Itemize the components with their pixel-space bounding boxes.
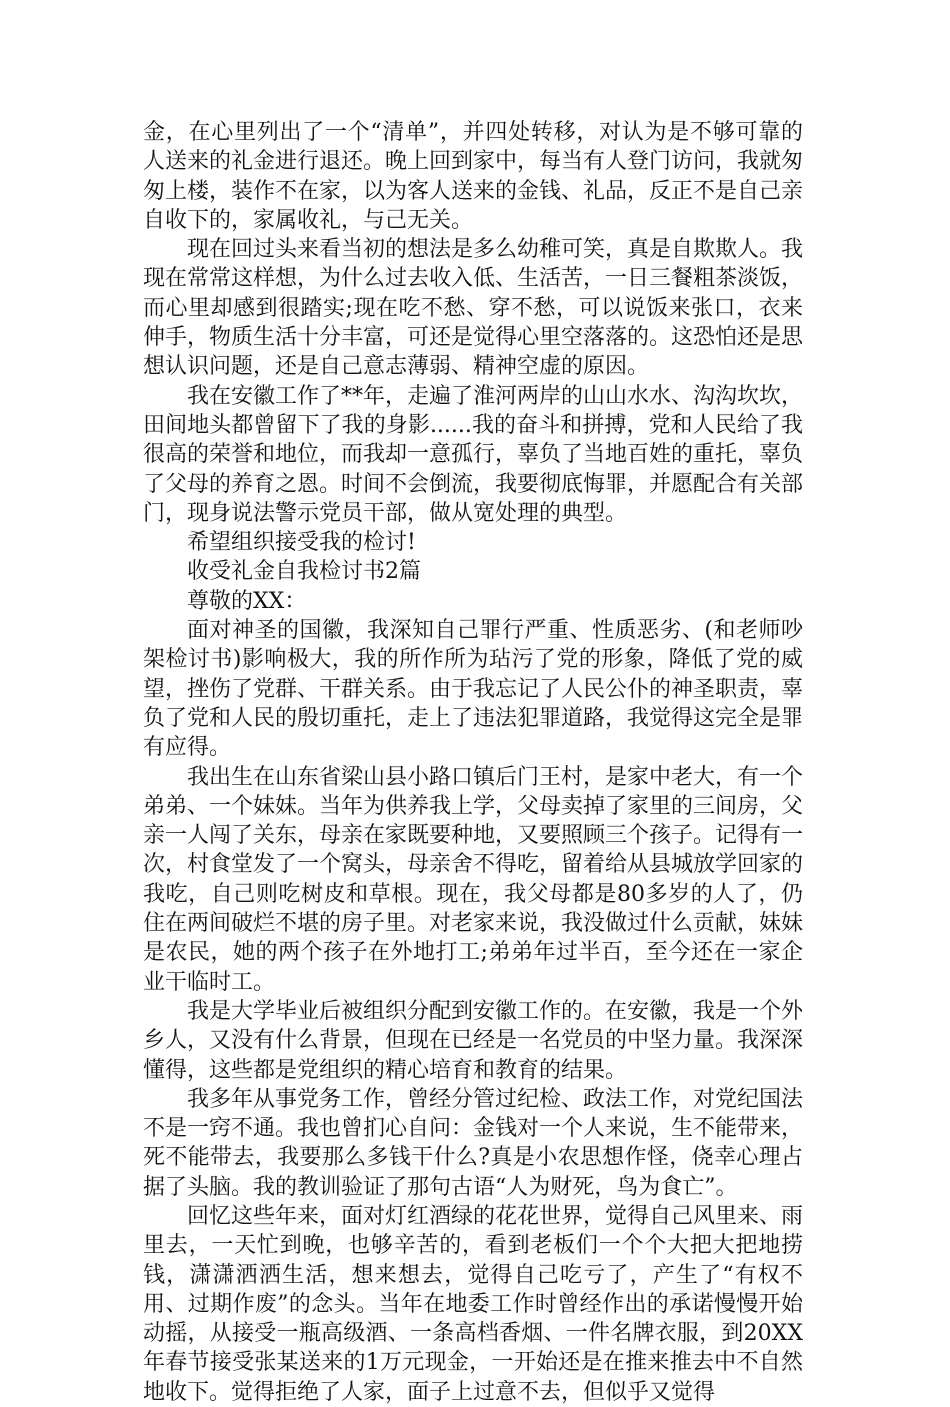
body-paragraph: 回忆这些年来，面对灯红酒绿的花花世界，觉得自己风里来、雨里去，一天忙到晚，也够辛苦的，看到老板们一个个大把大把地捞钱，潇潇洒洒生活，想来想去，觉得自己吃亏了，产生了“有权不用、过期作废”的念头。当年在地委工作时曾经作出的承诺慢慢开始动摇，从接受一瓶高级酒、一条高档香烟、一件名牌衣服，到20XX年春节接受张某送来的1万元现金，一开始还是在推来推去中不自然地收下。觉得拒绝了人家，面子上过意不去，但似乎又觉得 (143, 1203, 804, 1405)
body-paragraph: 面对神圣的国徽，我深知自己罪行严重、性质恶劣、(和老师吵架检讨书)影响极大，我的所作所为玷污了党的形象，降低了党的威望，挫伤了党群、干群关系。由于我忘记了人民公仆的神圣职责，辜负了党和人民的殷切重托，走上了违法犯罪道路，我觉得这完全是罪有应得。 (143, 618, 804, 761)
body-paragraph: 现在回过头来看当初的想法是多么幼稚可笑，真是自欺欺人。我现在常常这样想，为什么过去收入低、生活苦，一日三餐粗茶淡饭，而心里却感到很踏实;现在吃不愁、穿不愁，可以说饭来张口，衣来伸手，物质生活十分丰富，可还是觉得心里空落落的。这恐怕还是思想认识问题，还是自己意志薄弱、精神空虚的原因。 (143, 237, 804, 380)
section-title: 收受礼金自我检讨书2篇 (187, 559, 421, 585)
body-paragraph: 我是大学毕业后被组织分配到安徽工作的。在安徽，我是一个外乡人，又没有什么背景，但现在已经是一名党员的中坚力量。我深深懂得，这些都是党组织的精心培育和教育的结果。 (143, 998, 804, 1083)
closing-line: 希望组织接受我的检讨! (187, 530, 416, 556)
document-page (143, 118, 803, 1407)
body-paragraph: 我多年从事党务工作，曾经分管过纪检、政法工作，对党纪国法不是一窍不通。我也曾扪心自问：金钱对一个人来说，生不能带来，死不能带去，我要那么多钱干什么?真是小农思想作怪，侥幸心理占据了头脑。我的教训验证了那句古语“人为财死，鸟为食亡”。 (143, 1086, 804, 1200)
salutation: 尊敬的XX： (187, 588, 307, 614)
body-paragraph: 金，在心里列出了一个“清单”，并四处转移，对认为是不够可靠的人送来的礼金进行退还。晚上回到家中，每当有人登门访问，我就匆匆上楼，装作不在家，以为客人送来的金钱、礼品，反正不是自己亲自收下的，家属收礼，与己无关。 (143, 120, 804, 233)
body-paragraph: 我在安徽工作了**年，走遍了淮河两岸的山山水水、沟沟坎坎，田间地头都曾留下了我的身影......我的奋斗和拼搏，党和人民给了我很高的荣誉和地位，而我却一意孤行，辜负了当地百姓的重托，辜负了父母的养育之恩。时间不会倒流，我要彻底悔罪，并愿配合有关部门，现身说法警示党员干部，做从宽处理的典型。 (143, 383, 804, 526)
body-paragraph: 我出生在山东省梁山县小路口镇后门王村，是家中老大，有一个弟弟、一个妹妹。当年为供养我上学，父母卖掉了家里的三间房，父亲一人闯了关东，母亲在家既要种地，又要照顾三个孩子。记得有一次，村食堂发了一个窝头，母亲舍不得吃，留着给从县城放学回家的我吃，自己则吃树皮和草根。现在，我父母都是80多岁的人了，仍住在两间破烂不堪的房子里。对老家来说，我没做过什么贡献，妹妹是农民，她的两个孩子在外地打工;弟弟年过半百，至今还在一家企业干临时工。 (143, 764, 804, 995)
